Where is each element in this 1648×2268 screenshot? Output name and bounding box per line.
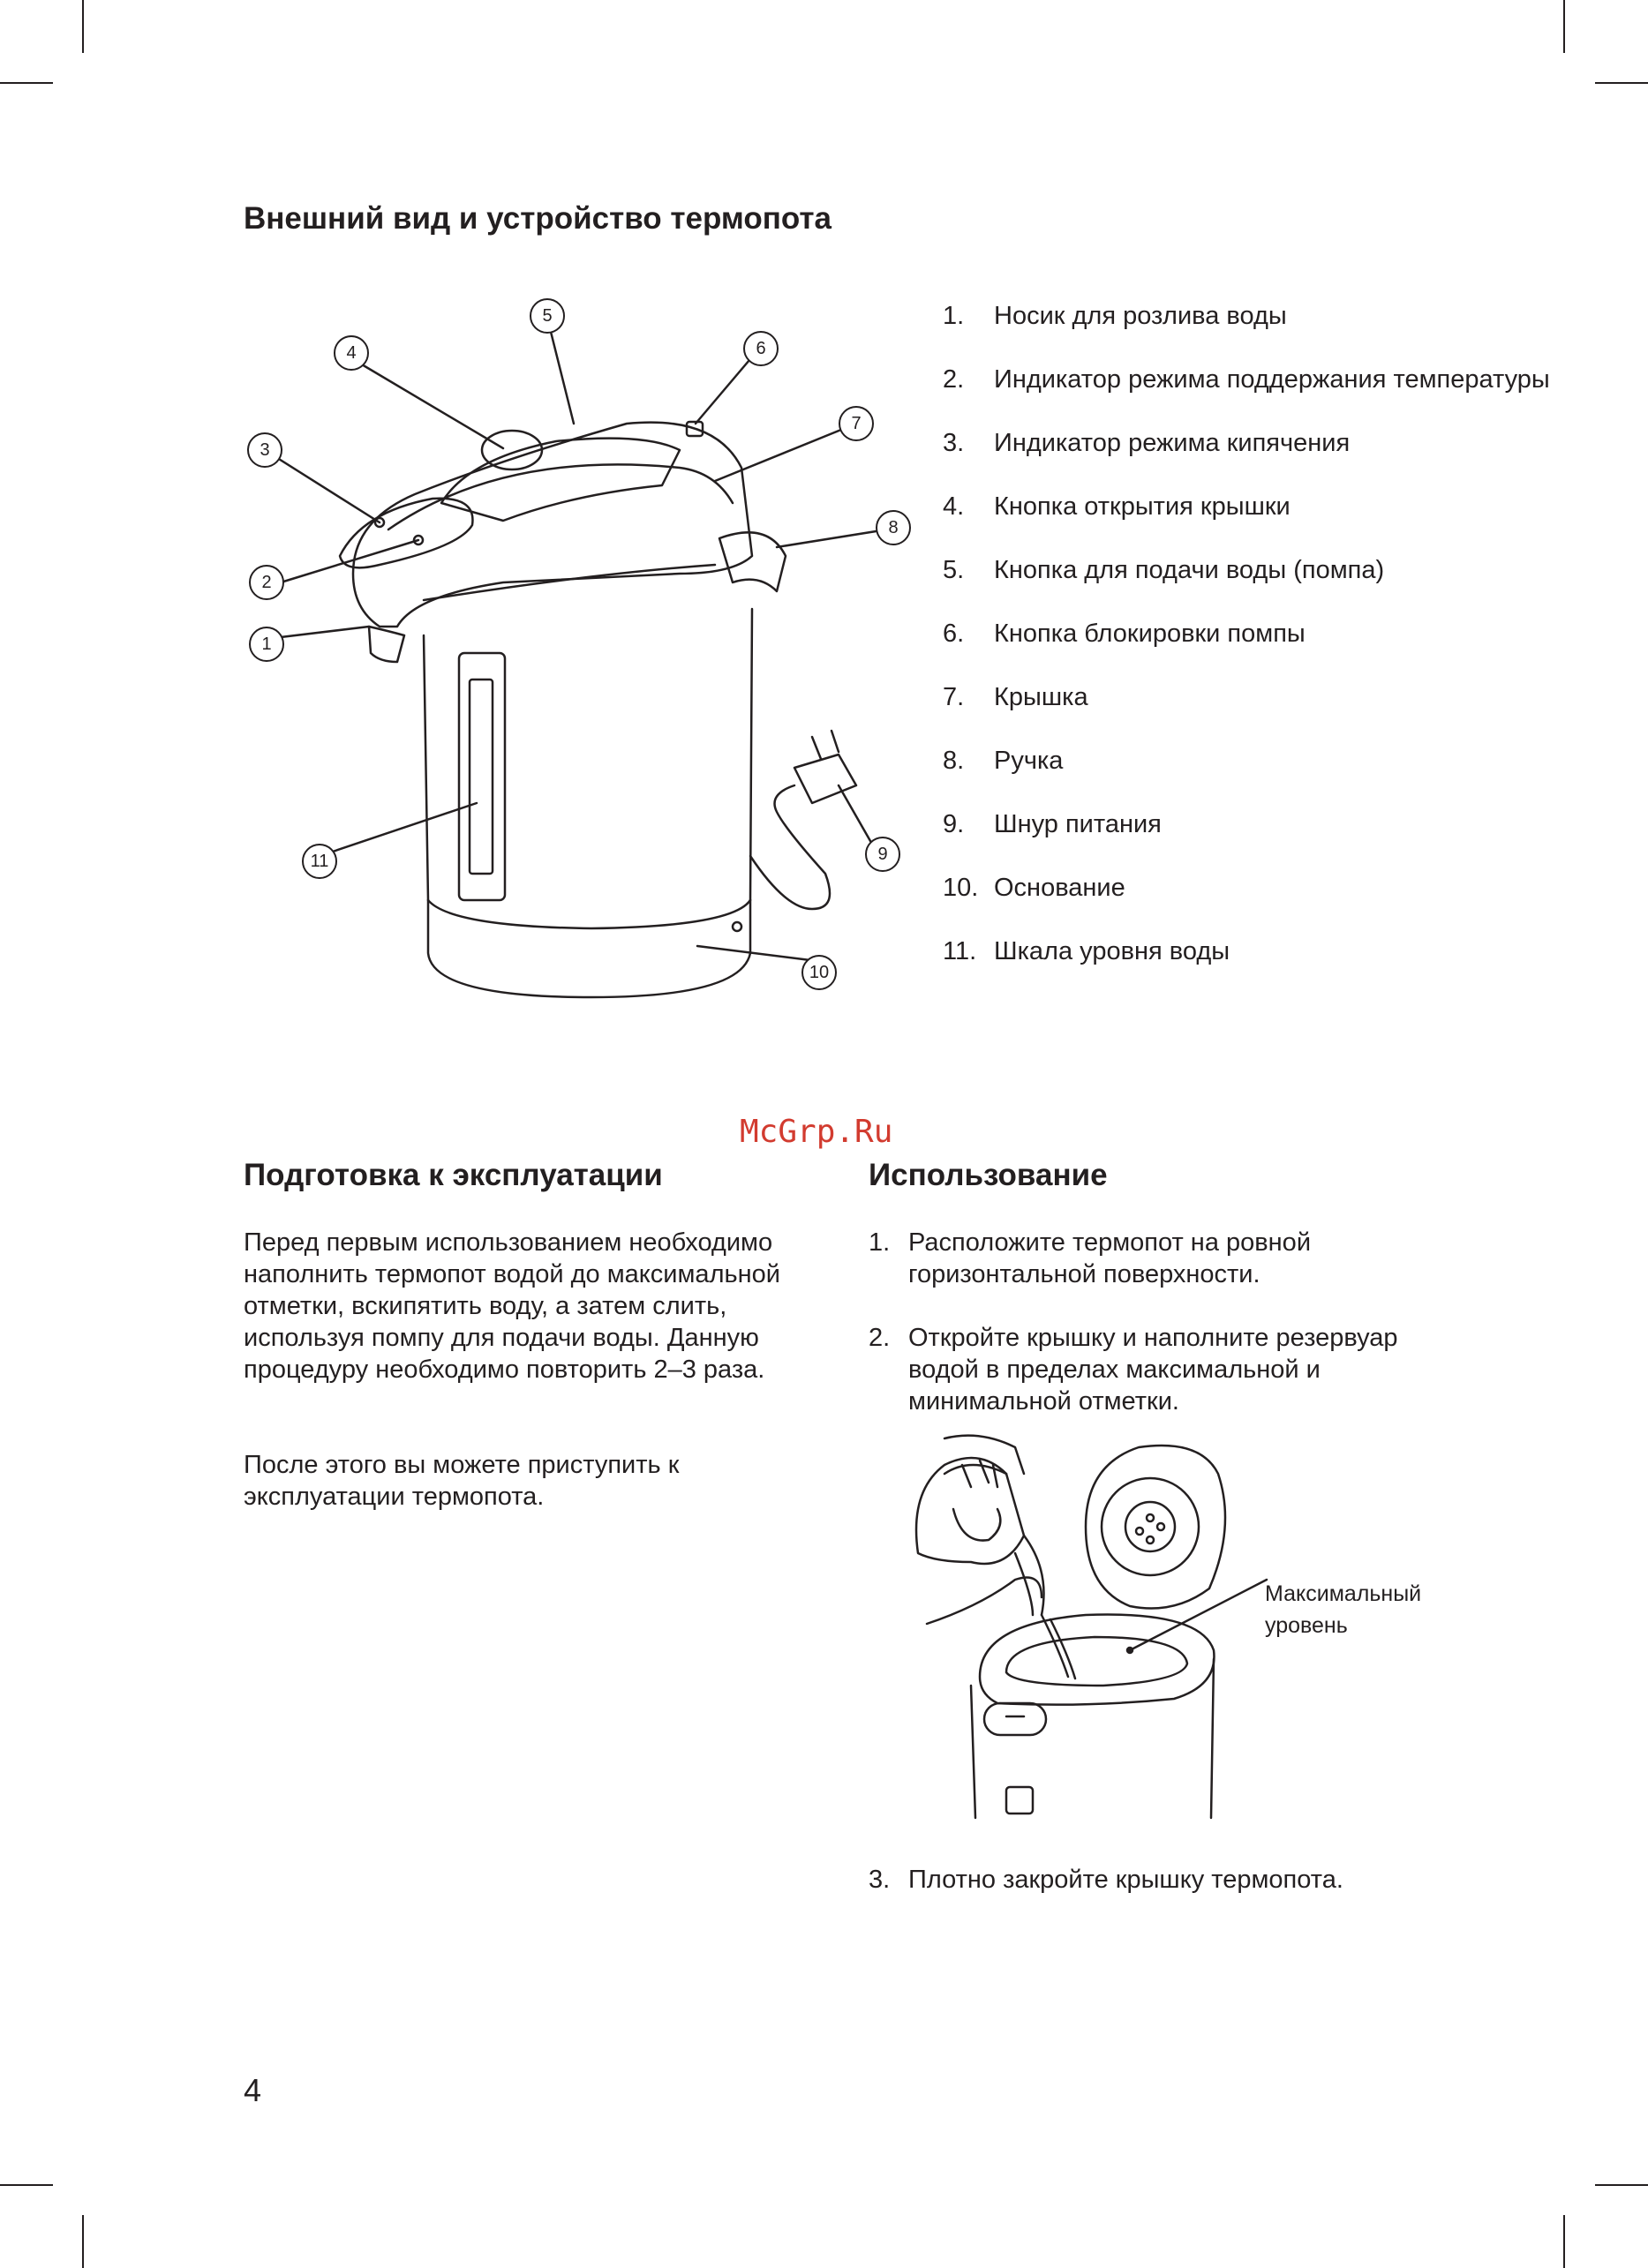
svg-text:11: 11	[310, 852, 329, 871]
svg-text:2: 2	[261, 573, 272, 592]
svg-text:9: 9	[877, 845, 888, 864]
crop-mark	[1595, 82, 1648, 84]
callout-6	[744, 332, 778, 365]
callout-7	[839, 407, 873, 440]
plug	[794, 755, 856, 803]
crop-mark	[1563, 0, 1565, 53]
pot-rim	[980, 1615, 1214, 1705]
pitcher	[916, 1458, 1024, 1564]
crop-mark	[0, 82, 53, 84]
power-cord	[750, 785, 830, 909]
callout-11	[303, 845, 336, 878]
list-item: 11. Шкала уровня воды	[943, 937, 1230, 965]
list-item: 6. Кнопка блокировки помпы	[943, 620, 1306, 648]
list-item: 2. Индикатор режима поддержания температуры	[943, 365, 1550, 394]
svg-text:8: 8	[888, 518, 899, 537]
prep-paragraph-2: После этого вы можете приступить к эксплуатации термопота.	[244, 1451, 680, 1511]
list-item: 8. Ручка	[943, 747, 1064, 775]
usage-steps-cont	[869, 1864, 1451, 1896]
thermopot-diagram	[238, 291, 927, 1024]
page-number: 4	[244, 2072, 262, 2108]
callout-5	[531, 299, 564, 333]
svg-text:3: 3	[260, 440, 270, 460]
svg-text:4: 4	[346, 343, 357, 363]
usage-heading: Использование	[869, 1158, 1108, 1192]
control-panel	[984, 1703, 1046, 1735]
callout-4	[335, 336, 368, 370]
section-title: Внешний вид и устройство термопота	[244, 201, 832, 236]
list-item: 4. Кнопка открытия крышки	[943, 492, 1291, 521]
svg-text:5: 5	[542, 306, 553, 326]
list-item: 5. Кнопка для подачи воды (помпа)	[943, 556, 1385, 584]
list-item: 10. Основание	[943, 874, 1125, 902]
water-level-window	[459, 653, 505, 900]
list-item: 1. Носик для розлива воды	[943, 302, 1287, 330]
max-level-label: Максимальный уровень	[1265, 1581, 1422, 1638]
crop-mark	[1563, 2215, 1565, 2268]
prep-paragraph-1: Перед первым использованием необходимо наполнить термопот водой до максимальной отметки, вскипятить воду, а затем слить, используя помпу для подачи воды. Данную процедуру необходимо повторить 2–3 раза.	[244, 1228, 780, 1384]
lid-outline	[353, 423, 752, 627]
parts-list	[943, 300, 1578, 999]
svg-text:6: 6	[756, 339, 766, 358]
callout-9	[866, 837, 899, 871]
crop-mark	[1595, 2184, 1648, 2186]
pump-button	[482, 431, 542, 469]
watermark[interactable]: McGrp.Ru	[740, 1114, 893, 1150]
list-item: 1. Расположите термопот на ровной горизонтальной поверхности.	[869, 1228, 1312, 1288]
crop-mark	[82, 2215, 84, 2268]
list-item: 2. Откройте крышку и наполните резервуар водой в пределах максимальной и минимальной отметки.	[869, 1324, 1398, 1416]
list-item: 9. Шнур питания	[943, 810, 1162, 838]
crop-mark	[82, 0, 84, 53]
callout-2	[250, 566, 283, 599]
svg-text:7: 7	[851, 414, 862, 433]
prep-heading: Подготовка к эксплуатации	[244, 1158, 663, 1192]
open-lid	[1086, 1446, 1225, 1609]
max-level-leader	[1130, 1580, 1267, 1650]
crop-mark	[0, 2184, 53, 2186]
callout-8	[877, 511, 910, 544]
usage-steps	[869, 1227, 1451, 1417]
handle	[719, 532, 786, 591]
callout-10	[802, 956, 836, 989]
list-item: 7. Крышка	[943, 683, 1088, 711]
list-item: 3. Индикатор режима кипячения	[943, 429, 1351, 457]
callout-3	[248, 433, 282, 467]
callout-1	[250, 627, 283, 661]
svg-text:1: 1	[261, 635, 272, 654]
base-outline	[428, 900, 750, 997]
list-item: 3. Плотно закройте крышку термопота.	[869, 1866, 1343, 1894]
svg-text:10: 10	[809, 963, 830, 982]
spout	[369, 627, 404, 662]
